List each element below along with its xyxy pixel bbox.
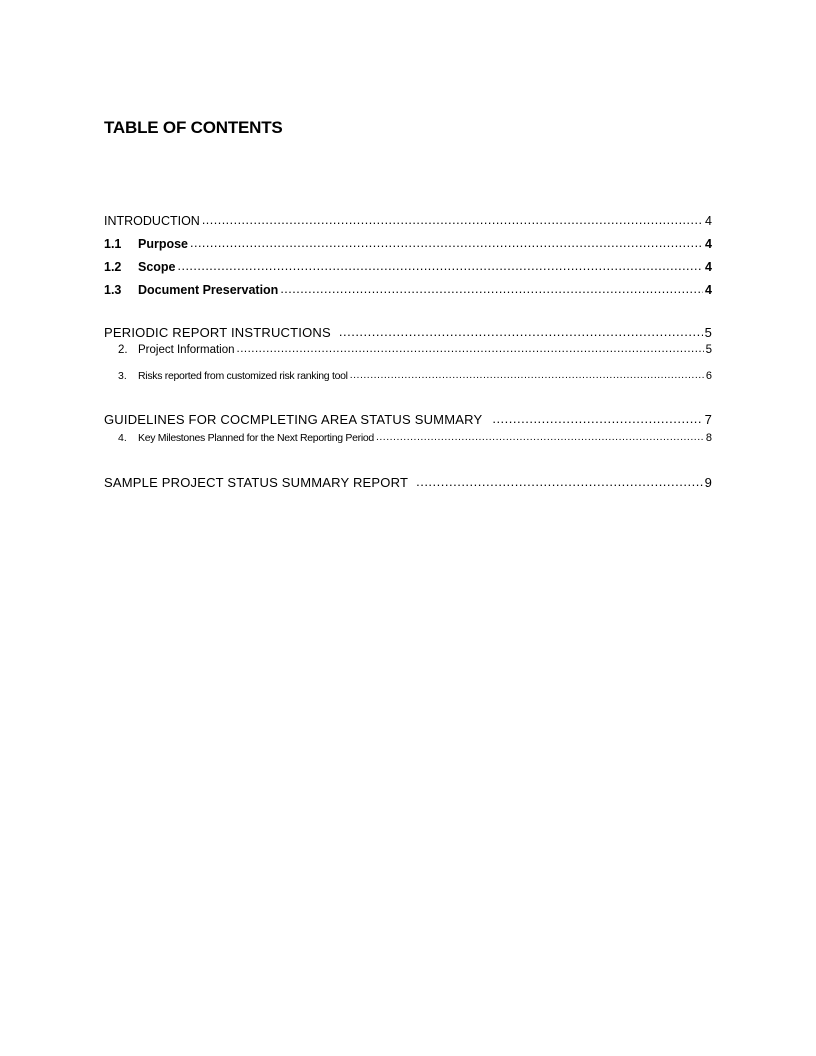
toc-section-number: 1.2 <box>104 260 122 274</box>
toc-section-number: 4. <box>118 432 127 444</box>
toc-entry-title: Document Preservation <box>138 283 279 297</box>
toc-page-number: 4 <box>705 283 712 297</box>
toc-entry-document-preservation[interactable] <box>104 281 712 299</box>
toc-entry-title: SAMPLE PROJECT STATUS SUMMARY REPORT <box>104 475 409 490</box>
toc-entry-title: GUIDELINES FOR COCMPLETING AREA STATUS SUMMARY <box>104 412 483 427</box>
toc-page-number: 4 <box>705 214 712 228</box>
toc-leader-dots <box>416 473 702 491</box>
toc-leader-dots <box>376 428 704 446</box>
toc-entry-project-information[interactable] <box>104 341 712 359</box>
toc-section-number: 1.1 <box>104 237 122 251</box>
toc-entry-title: Scope <box>138 260 176 274</box>
toc-entry-introduction[interactable] <box>104 212 712 230</box>
toc-leader-dots <box>237 340 704 358</box>
toc-page-number: 4 <box>705 237 712 251</box>
toc-entry-title: Project Information <box>138 344 235 356</box>
toc-entry-guidelines[interactable] <box>104 411 712 429</box>
toc-entry-risks[interactable] <box>104 367 712 385</box>
toc-leader-dots <box>178 257 704 275</box>
toc-page-number: 4 <box>705 260 712 274</box>
toc-page-number: 6 <box>705 370 712 382</box>
toc-leader-dots <box>280 280 703 298</box>
toc-leader-dots <box>190 234 703 252</box>
toc-entry-key-milestones[interactable] <box>104 429 712 447</box>
toc-page-number: 5 <box>704 325 712 340</box>
toc-entry-title: Risks reported from customized risk ranking tool <box>138 370 348 382</box>
toc-entry-title: PERIODIC REPORT INSTRUCTIONS <box>104 325 331 340</box>
toc-entry-title: Key Milestones Planned for the Next Reporting Period <box>138 432 374 444</box>
toc-page-number: 9 <box>704 475 712 490</box>
toc-section-number: 2. <box>118 344 128 356</box>
toc-section-number: 1.3 <box>104 283 122 297</box>
toc-entry-title: Purpose <box>138 237 189 251</box>
toc-leader-dots <box>492 410 702 428</box>
toc-entry-purpose[interactable] <box>104 235 712 253</box>
toc-entry-title: INTRODUCTION <box>104 214 200 228</box>
toc-leader-dots <box>350 366 704 384</box>
toc-page-number: 7 <box>704 412 712 427</box>
toc-leader-dots <box>202 211 703 229</box>
toc-page-number: 5 <box>705 344 712 356</box>
toc-entry-sample-report[interactable] <box>104 474 712 492</box>
toc-section-number: 3. <box>118 370 127 382</box>
toc-leader-dots <box>339 323 703 341</box>
page-title: TABLE OF CONTENTS <box>104 118 283 137</box>
toc-page-number: 8 <box>705 432 712 444</box>
toc-entry-scope[interactable] <box>104 258 712 276</box>
